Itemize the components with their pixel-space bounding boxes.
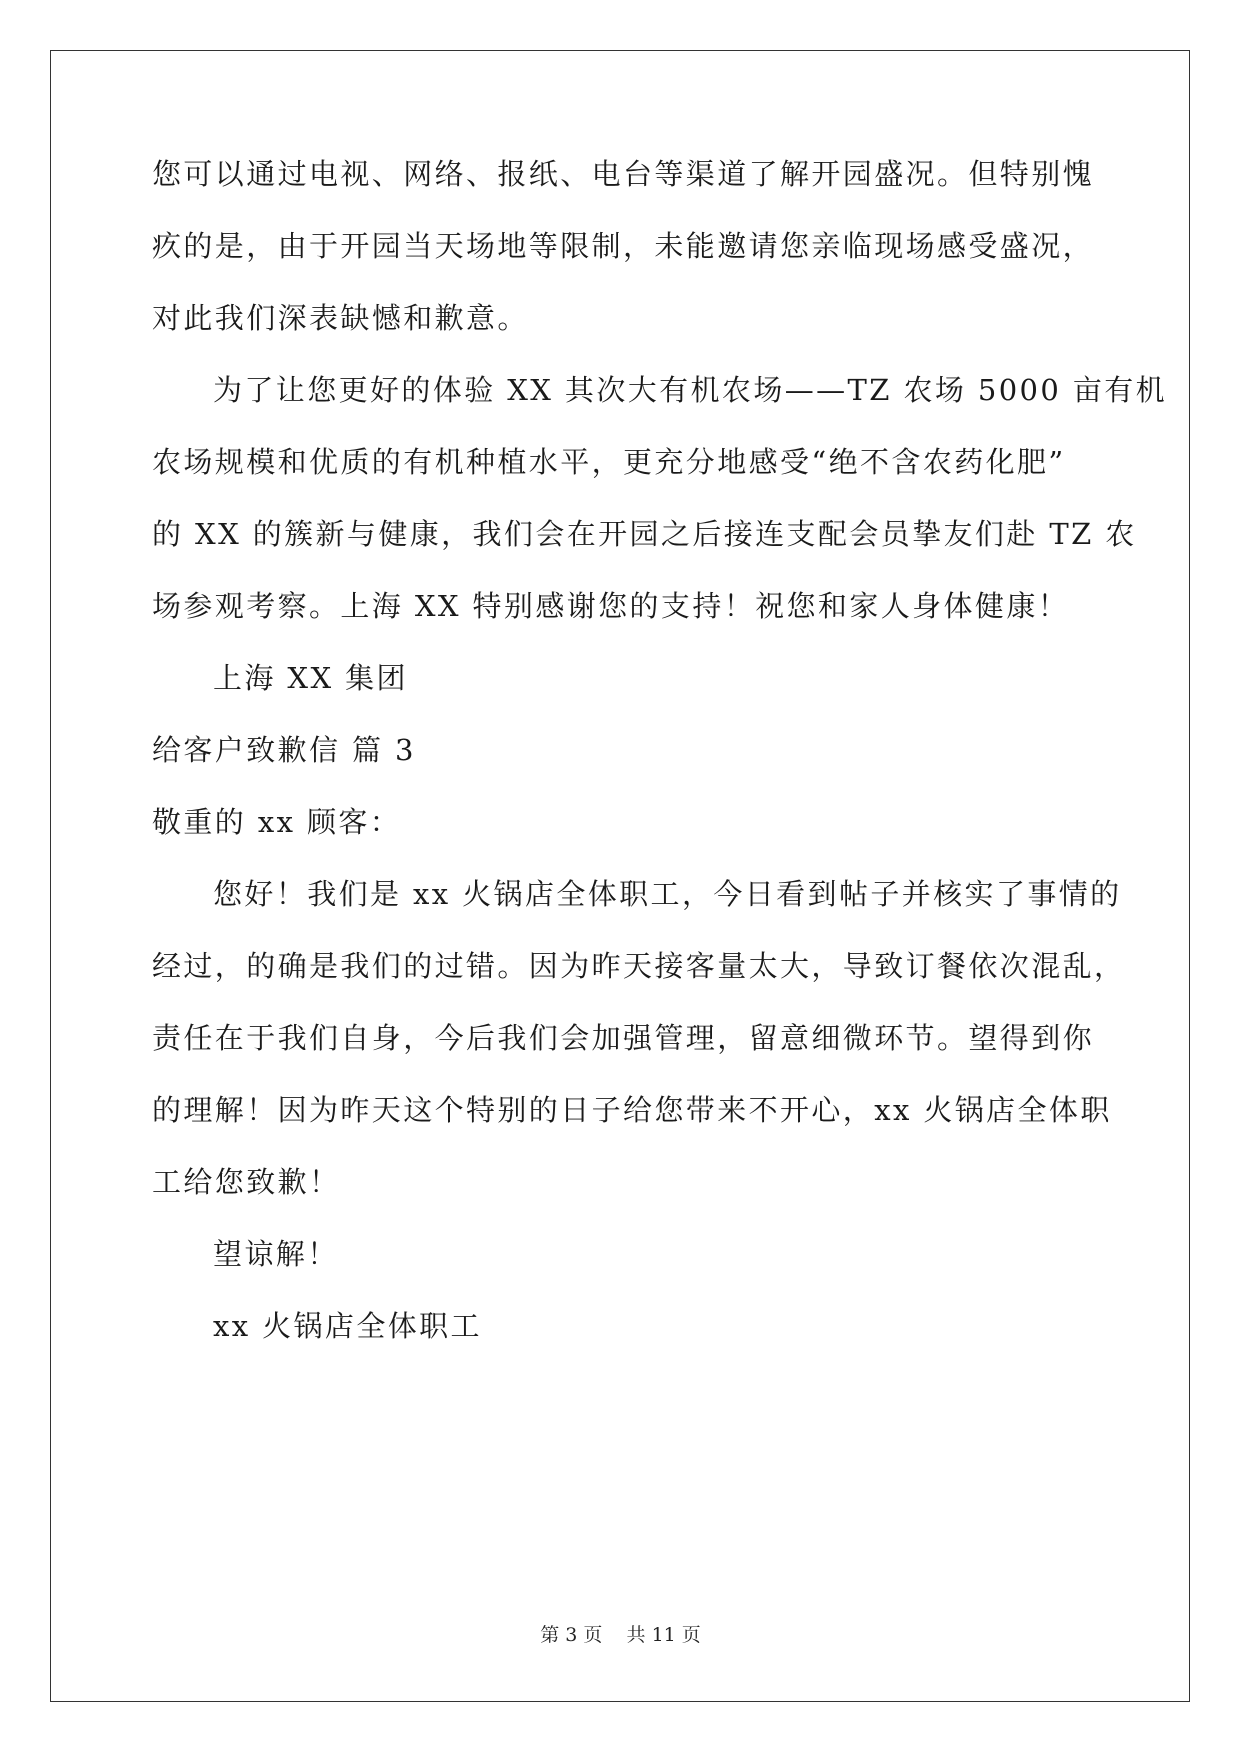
body-line: 对此我们深表缺憾和歉意。 <box>152 301 529 335</box>
signature-line: 上海 XX 集团 <box>213 661 408 695</box>
body-line: 经过，的确是我们的过错。因为昨天接客量太大，导致订餐依次混乱， <box>152 949 1126 983</box>
body-line: 疚的是，由于开园当天场地等限制，未能邀请您亲临现场感受盛况， <box>152 229 1095 263</box>
body-line: 场参观考察。上海 XX 特别感谢您的支持！祝您和家人身体健康！ <box>152 589 1070 623</box>
body-line: 您好！我们是 xx 火锅店全体职工，今日看到帖子并核实了事情的 <box>213 877 1122 911</box>
body-line: 为了让您更好的体验 XX 其次大有机农场——TZ 农场 5000 亩有机 <box>213 373 1168 407</box>
body-line: 的 XX 的簇新与健康，我们会在开园之后接连支配会员挚友们赴 TZ 农 <box>152 517 1137 551</box>
signature-line: xx 火锅店全体职工 <box>213 1309 482 1343</box>
body-line: 的理解！因为昨天这个特别的日子给您带来不开心，xx 火锅店全体职 <box>152 1093 1112 1127</box>
body-line: 工给您致歉！ <box>152 1165 341 1199</box>
salutation: 敬重的 xx 顾客： <box>152 805 402 839</box>
section-heading: 给客户致歉信 篇 3 <box>152 733 416 767</box>
closing-line: 望谅解！ <box>213 1237 339 1271</box>
body-line: 您可以通过电视、网络、报纸、电台等渠道了解开园盛况。但特别愧 <box>152 157 1095 191</box>
page-frame <box>50 50 1190 1702</box>
body-line: 农场规模和优质的有机种植水平，更充分地感受“绝不含农药化肥” <box>152 445 1066 479</box>
body-line: 责任在于我们自身，今后我们会加强管理，留意细微环节。望得到你 <box>152 1021 1095 1055</box>
page-number-footer: 第 3 页 共 11 页 <box>540 1624 701 1646</box>
